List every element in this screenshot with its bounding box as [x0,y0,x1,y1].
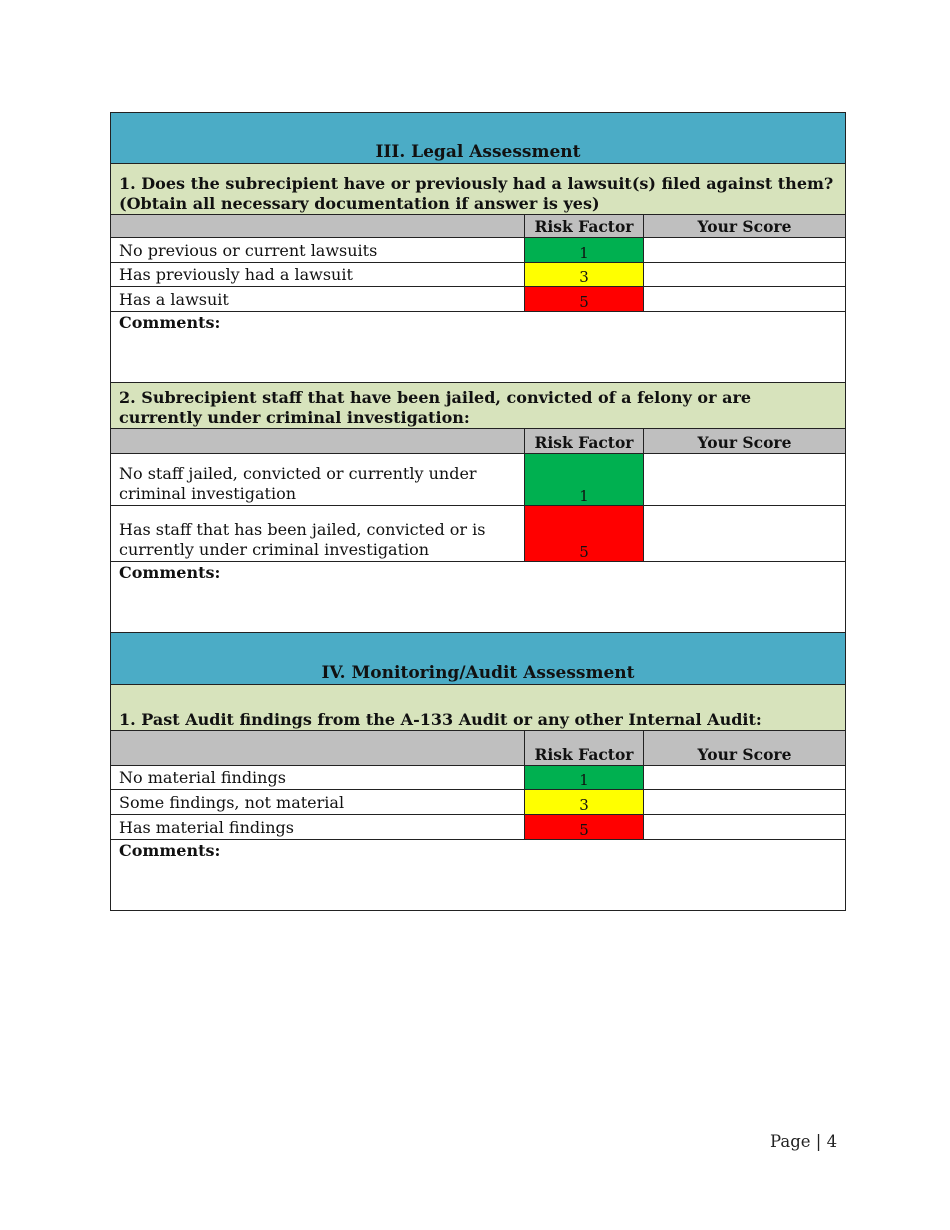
your-score-header: Your Score [643,731,845,765]
risk-factor-value: 5 [524,506,643,561]
option-label: No previous or current lawsuits [119,241,378,260]
your-score-cell[interactable] [643,790,845,814]
comments-row[interactable] [111,839,845,910]
comments-label: Comments: [119,563,221,582]
option-row [111,237,845,262]
risk-factor-value: 1 [524,238,643,262]
question-text [111,382,845,428]
your-score-header: Your Score [643,215,845,237]
option-row [111,789,845,814]
section-header [111,632,845,684]
your-score-cell[interactable] [643,454,845,505]
option-row [111,814,845,839]
your-score-cell[interactable] [643,766,845,789]
section-header [111,113,845,163]
page-separator: | [815,1132,822,1151]
option-label: Has staff that has been jailed, convicted or is currently under criminal investigation [119,520,486,559]
option-row [111,453,845,505]
your-score-cell[interactable] [643,238,845,262]
your-score-cell[interactable] [643,506,845,561]
your-score-cell[interactable] [643,263,845,286]
option-row [111,505,845,561]
option-label: No material findings [119,768,286,787]
risk-factor-header: Risk Factor [524,215,643,237]
risk-factor-value: 1 [524,454,643,505]
risk-factor-value: 3 [524,790,643,814]
risk-assessment-form [110,112,846,911]
comments-label: Comments: [119,841,221,860]
page-label: Page [770,1132,811,1151]
page-number: 4 [826,1132,838,1151]
column-header-row [111,428,845,453]
option-row [111,262,845,286]
comments-row[interactable] [111,561,845,632]
risk-factor-value: 5 [524,815,643,839]
risk-factor-value: 1 [524,766,643,789]
option-row [111,286,845,311]
your-score-header: Your Score [643,429,845,453]
page-footer [770,1132,837,1151]
option-label: Some findings, not material [119,793,345,812]
comments-label: Comments: [119,313,221,332]
option-label: Has previously had a lawsuit [119,265,353,284]
column-header-row [111,730,845,765]
risk-factor-value: 3 [524,263,643,286]
option-row [111,765,845,789]
risk-factor-value: 5 [524,287,643,311]
option-label: Has material findings [119,818,294,837]
section-title: IV. Monitoring/Audit Assessment [321,663,635,683]
question-text [111,163,845,214]
question-label: 1. Past Audit findings from the A-133 Audit or any other Internal Audit: [119,710,762,729]
risk-factor-header: Risk Factor [524,429,643,453]
your-score-cell[interactable] [643,815,845,839]
section-title: III. Legal Assessment [375,142,581,162]
risk-factor-header: Risk Factor [524,731,643,765]
option-label: Has a lawsuit [119,290,229,309]
comments-row[interactable] [111,311,845,382]
column-header-row [111,214,845,237]
question-label: 2. Subrecipient staff that have been jailed, convicted of a felony or are currently under criminal investigation: [119,388,752,427]
your-score-cell[interactable] [643,287,845,311]
option-label: No staff jailed, convicted or currently under criminal investigation [119,464,477,503]
question-label: 1. Does the subrecipient have or previously had a lawsuit(s) filed against them? (Obtain all necessary documentation if answer is yes) [119,174,834,213]
question-text [111,684,845,730]
